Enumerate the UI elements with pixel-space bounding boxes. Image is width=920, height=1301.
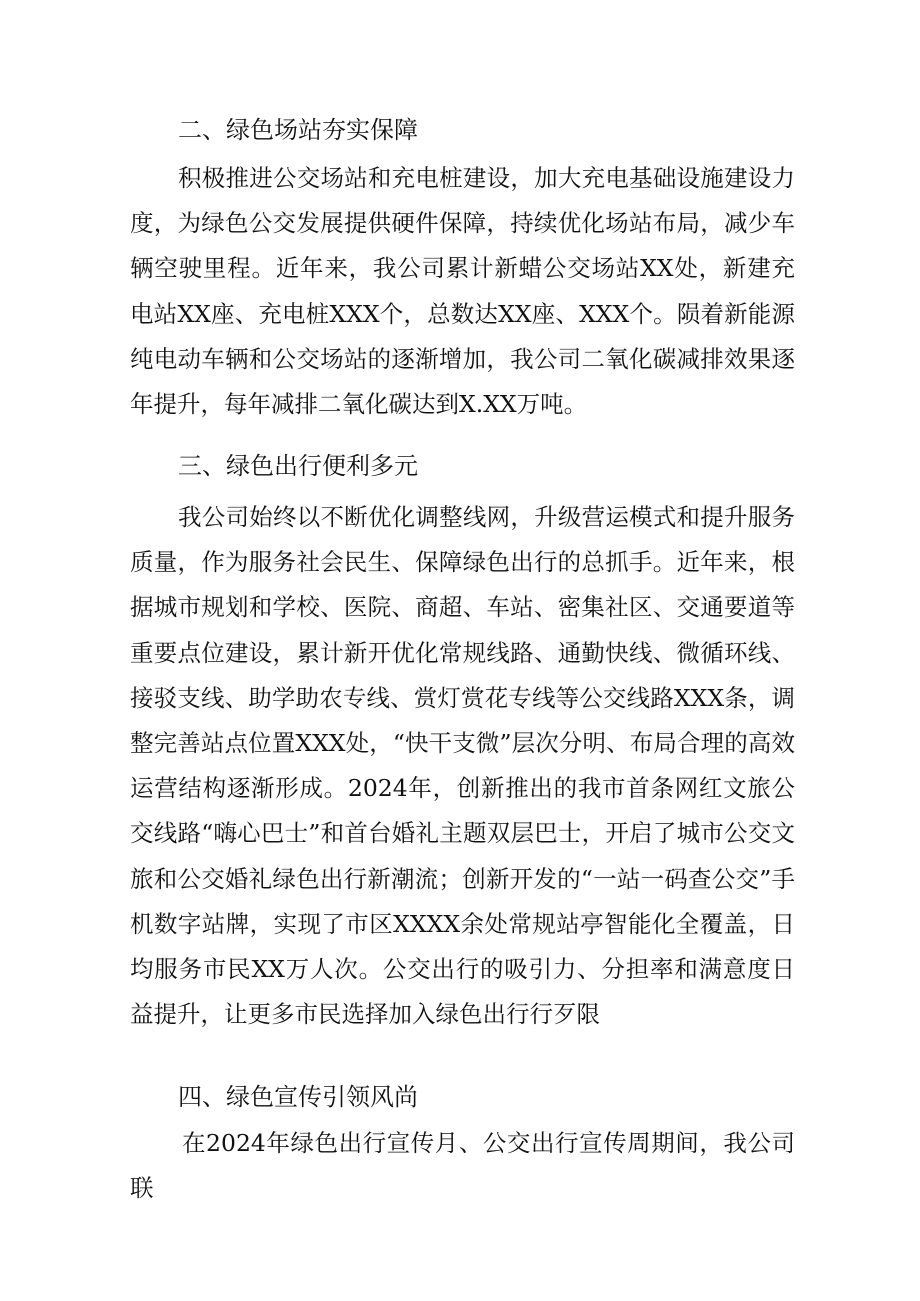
section-body-green-travel: 我公司始终以不断优化调整线网，升级营运模式和提升服务质量，作为服务社会民生、保障绿色出行的总抓手。近年来，根据城市规划和学校、医院、商超、车站、密集社区、交通要道等重要点位建设，累计新开优化常规线路、通勤快线、微循环线、接驳支线、助学助农专线、赏灯赏花专线等公交线路XXX条，调整完善站点位置XXX处，“快干支微”层次分明、布局合理的高效运营结构逐渐形成。2024年，创新推出的我市首条网红文旅公交线路“嗨心巴士”和首台婚礼主题双层巴士，开启了城市公交文旅和公交婚礼绿色出行新潮流；创新开发的“一站一码查公交”手机数字站牌，实现了市区XXXX余处常规站亭智能化全覆盖，日均服务市民XX万人次。公交出行的吸引力、分担率和满意度日益提升，让更多市民选择加入绿色出行行歹限 [130, 503, 795, 1029]
section-heading-green-travel: 三、绿色出行便利多元 [178, 452, 418, 480]
section-heading-green-publicity: 四、绿色宣传引领风尚 [178, 1083, 418, 1111]
section-heading-green-stations: 二、绿色场站夯实保障 [178, 116, 418, 144]
section-body-green-stations: 积极推进公交场站和充电桩建设，加大充电基础设施建设力度，为绿色公交发展提供硬件保障，持续优化场站布局，减少车辆空驶里程。近年来，我公司累计新蜡公交场站XX处，新建充电站XX座、充电桩XXX个，总数达XX座、XXX个。陨着新能源纯电动车辆和公交场站的逐渐增加，我公司二氧化碳减排效果逐年提升，每年减排二氧化碳达到X.XX万吨。 [130, 164, 795, 419]
section-body-green-publicity: 在2024年绿色出行宣传月、公交出行宣传周期间，我公司联 [130, 1129, 795, 1203]
